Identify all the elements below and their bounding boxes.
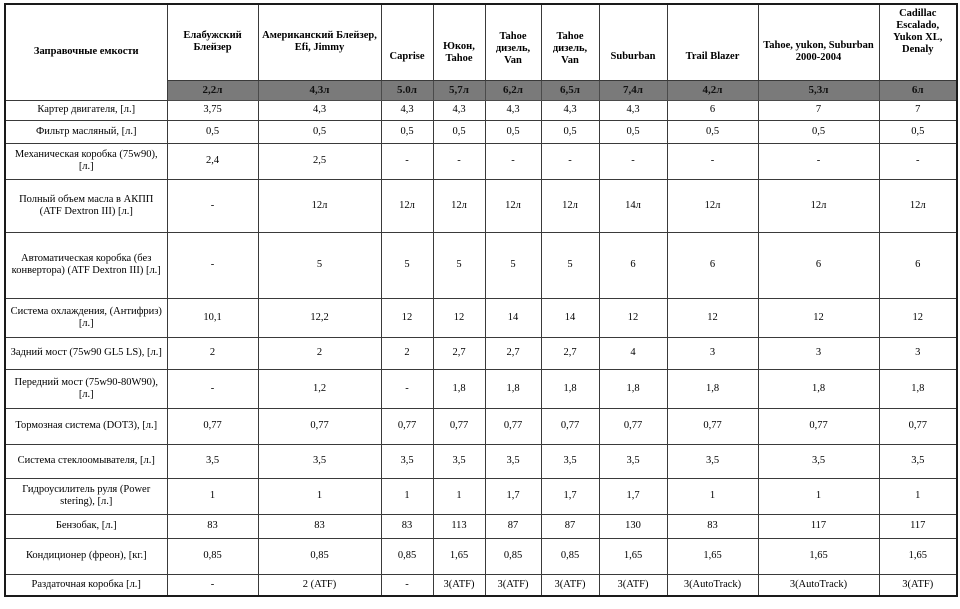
value-cell: 83 (258, 514, 381, 538)
value-cell: 87 (541, 514, 599, 538)
engine-volume: 4,2л (667, 80, 758, 100)
value-cell: 3 (758, 337, 879, 369)
value-cell: 12л (433, 179, 485, 232)
value-cell: - (433, 143, 485, 179)
value-cell: 12л (879, 179, 957, 232)
column-header: Американский Блейзер, Efi, Jimmy (258, 4, 381, 80)
value-cell: 117 (758, 514, 879, 538)
value-cell: 6 (599, 232, 667, 298)
value-cell: 0,5 (667, 120, 758, 143)
row-label: Автоматическая коробка (без конвертора) (ATF Dextron III) [л.] (5, 232, 167, 298)
value-cell: 1,7 (541, 478, 599, 514)
value-cell: 5 (485, 232, 541, 298)
value-cell: 0,5 (485, 120, 541, 143)
value-cell: 1,8 (667, 369, 758, 408)
value-cell: 4 (599, 337, 667, 369)
column-header: Caprise (381, 4, 433, 80)
value-cell: 14 (541, 298, 599, 337)
table-row (5, 538, 957, 574)
value-cell: 0,5 (258, 120, 381, 143)
value-cell: 4,3 (258, 100, 381, 120)
value-cell: 1 (433, 478, 485, 514)
table-row (5, 120, 957, 143)
engine-volume: 6,5л (541, 80, 599, 100)
value-cell: 12л (667, 179, 758, 232)
value-cell: 1 (258, 478, 381, 514)
value-cell: 3(ATF) (541, 574, 599, 596)
value-cell: 3 (667, 337, 758, 369)
value-cell: 12 (433, 298, 485, 337)
value-cell: 87 (485, 514, 541, 538)
value-cell: 3(ATF) (485, 574, 541, 596)
value-cell: 1,7 (485, 478, 541, 514)
value-cell: 0,85 (381, 538, 433, 574)
value-cell: 12л (258, 179, 381, 232)
value-cell: 1,8 (758, 369, 879, 408)
value-cell: 0,77 (433, 408, 485, 444)
column-header: Cadillac Escalado, Yukon XL, Denaly (879, 4, 957, 80)
value-cell: 3(AutoTrack) (667, 574, 758, 596)
row-label: Тормозная система (DOT3), [л.] (5, 408, 167, 444)
table-row (5, 574, 957, 596)
value-cell: 1,65 (433, 538, 485, 574)
value-cell: 3(ATF) (599, 574, 667, 596)
value-cell: 2,7 (541, 337, 599, 369)
value-cell: 4,3 (485, 100, 541, 120)
value-cell: 3,5 (541, 444, 599, 478)
value-cell: 0,77 (258, 408, 381, 444)
value-cell: 4,3 (541, 100, 599, 120)
table-row (5, 369, 957, 408)
value-cell: 1,7 (599, 478, 667, 514)
value-cell: 1,65 (599, 538, 667, 574)
engine-volume: 7,4л (599, 80, 667, 100)
value-cell: 7 (758, 100, 879, 120)
value-cell: 0,77 (167, 408, 258, 444)
value-cell: 12 (599, 298, 667, 337)
value-cell: 3,5 (599, 444, 667, 478)
value-cell: - (167, 369, 258, 408)
value-cell: 3,75 (167, 100, 258, 120)
row-label: Фильтр масляный, [л.] (5, 120, 167, 143)
row-label: Задний мост (75w90 GL5 LS), [л.] (5, 337, 167, 369)
value-cell: - (381, 369, 433, 408)
value-cell: 2 (258, 337, 381, 369)
value-cell: 12 (879, 298, 957, 337)
value-cell: 12л (541, 179, 599, 232)
value-cell: 3,5 (667, 444, 758, 478)
engine-volume: 6л (879, 80, 957, 100)
value-cell: 1,8 (485, 369, 541, 408)
value-cell: 2,4 (167, 143, 258, 179)
value-cell: - (541, 143, 599, 179)
row-label: Картер двигателя, [л.] (5, 100, 167, 120)
table-row (5, 337, 957, 369)
value-cell: - (381, 143, 433, 179)
value-cell: - (758, 143, 879, 179)
value-cell: - (167, 179, 258, 232)
value-cell: 0,5 (433, 120, 485, 143)
row-label: Бензобак, [л.] (5, 514, 167, 538)
value-cell: 3(AutoTrack) (758, 574, 879, 596)
engine-volume: 6,2л (485, 80, 541, 100)
header-row (5, 4, 957, 80)
table-row (5, 408, 957, 444)
value-cell: 0,85 (485, 538, 541, 574)
value-cell: - (381, 574, 433, 596)
value-cell: 0,5 (381, 120, 433, 143)
value-cell: 130 (599, 514, 667, 538)
value-cell: 0,5 (879, 120, 957, 143)
value-cell: 0,5 (167, 120, 258, 143)
value-cell: 1 (667, 478, 758, 514)
engine-volume: 5.0л (381, 80, 433, 100)
column-header: Юкон, Tahoe (433, 4, 485, 80)
value-cell: 0,85 (167, 538, 258, 574)
value-cell: - (167, 232, 258, 298)
value-cell: 83 (167, 514, 258, 538)
value-cell: 2 (ATF) (258, 574, 381, 596)
row-label: Система охлаждения, (Антифриз)[л.] (5, 298, 167, 337)
value-cell: 12 (667, 298, 758, 337)
value-cell: - (599, 143, 667, 179)
value-cell: 1 (167, 478, 258, 514)
value-cell: 3 (879, 337, 957, 369)
value-cell: 0,77 (599, 408, 667, 444)
value-cell: 1,2 (258, 369, 381, 408)
value-cell: 0,5 (541, 120, 599, 143)
row-label: Полный объем масла в АКПП (ATF Dextron III) [л.] (5, 179, 167, 232)
value-cell: 2,7 (433, 337, 485, 369)
value-cell: 83 (667, 514, 758, 538)
value-cell: 14л (599, 179, 667, 232)
value-cell: 3,5 (485, 444, 541, 478)
value-cell: 5 (541, 232, 599, 298)
value-cell: 6 (879, 232, 957, 298)
value-cell: 4,3 (381, 100, 433, 120)
value-cell: 12л (485, 179, 541, 232)
value-cell: 0,85 (541, 538, 599, 574)
value-cell: 0,77 (381, 408, 433, 444)
value-cell: 1,65 (758, 538, 879, 574)
value-cell: 2,5 (258, 143, 381, 179)
value-cell: 7 (879, 100, 957, 120)
value-cell: 1 (381, 478, 433, 514)
table-body (5, 100, 957, 596)
engine-volume: 4,3л (258, 80, 381, 100)
engine-volume: 2,2л (167, 80, 258, 100)
value-cell: 0,85 (258, 538, 381, 574)
table-row (5, 514, 957, 538)
value-cell: 1,8 (879, 369, 957, 408)
column-header: Suburban (599, 4, 667, 80)
value-cell: 113 (433, 514, 485, 538)
value-cell: 3,5 (758, 444, 879, 478)
value-cell: 3,5 (879, 444, 957, 478)
value-cell: 2 (167, 337, 258, 369)
table-row (5, 100, 957, 120)
value-cell: 4,3 (599, 100, 667, 120)
value-cell: 6 (758, 232, 879, 298)
engine-volume: 5,3л (758, 80, 879, 100)
value-cell: - (879, 143, 957, 179)
value-cell: - (167, 574, 258, 596)
row-label: Раздаточная коробка [л.] (5, 574, 167, 596)
value-cell: 5 (433, 232, 485, 298)
capacities-sheet (4, 3, 956, 603)
value-cell: 6 (667, 232, 758, 298)
value-cell: 12л (758, 179, 879, 232)
value-cell: 1 (879, 478, 957, 514)
value-cell: 0,77 (667, 408, 758, 444)
value-cell: 3(ATF) (879, 574, 957, 596)
table-row (5, 298, 957, 337)
column-header: Trail Blazer (667, 4, 758, 80)
value-cell: 0,77 (879, 408, 957, 444)
value-cell: 5 (381, 232, 433, 298)
value-cell: - (485, 143, 541, 179)
value-cell: 117 (879, 514, 957, 538)
value-cell: 10,1 (167, 298, 258, 337)
value-cell: 6 (667, 100, 758, 120)
table-title: Заправочные емкости (5, 4, 167, 100)
value-cell: 0,5 (599, 120, 667, 143)
value-cell: 4,3 (433, 100, 485, 120)
value-cell: 3,5 (381, 444, 433, 478)
value-cell: 0,77 (758, 408, 879, 444)
value-cell: 83 (381, 514, 433, 538)
table-row (5, 478, 957, 514)
table-row (5, 444, 957, 478)
value-cell: 12 (381, 298, 433, 337)
value-cell: 5 (258, 232, 381, 298)
row-label: Передний мост (75w90-80W90), [л.] (5, 369, 167, 408)
column-header: Елабужский Блейзер (167, 4, 258, 80)
column-header: Tahoe дизель, Van (485, 4, 541, 80)
value-cell: 1,65 (667, 538, 758, 574)
value-cell: 12,2 (258, 298, 381, 337)
table-row (5, 143, 957, 179)
value-cell: 3,5 (167, 444, 258, 478)
table-row (5, 179, 957, 232)
row-label: Система стеклоомывателя, [л.] (5, 444, 167, 478)
row-label: Кондиционер (фреон), [кг.] (5, 538, 167, 574)
row-label: Механическая коробка (75w90), [л.] (5, 143, 167, 179)
value-cell: 1,8 (599, 369, 667, 408)
row-label: Гидроусилитель руля (Power stering), [л.] (5, 478, 167, 514)
value-cell: 3,5 (258, 444, 381, 478)
value-cell: 14 (485, 298, 541, 337)
value-cell: 2,7 (485, 337, 541, 369)
table-row (5, 232, 957, 298)
value-cell: 0,77 (485, 408, 541, 444)
column-header: Tahoe, yukon, Suburban 2000-2004 (758, 4, 879, 80)
value-cell: 3(ATF) (433, 574, 485, 596)
value-cell: 0,77 (541, 408, 599, 444)
capacities-table (4, 3, 958, 597)
value-cell: 12л (381, 179, 433, 232)
engine-volume: 5,7л (433, 80, 485, 100)
value-cell: - (667, 143, 758, 179)
value-cell: 1 (758, 478, 879, 514)
value-cell: 1,8 (541, 369, 599, 408)
value-cell: 1,8 (433, 369, 485, 408)
value-cell: 12 (758, 298, 879, 337)
value-cell: 1,65 (879, 538, 957, 574)
value-cell: 2 (381, 337, 433, 369)
value-cell: 3,5 (433, 444, 485, 478)
value-cell: 0,5 (758, 120, 879, 143)
column-header: Tahoe дизель, Van (541, 4, 599, 80)
